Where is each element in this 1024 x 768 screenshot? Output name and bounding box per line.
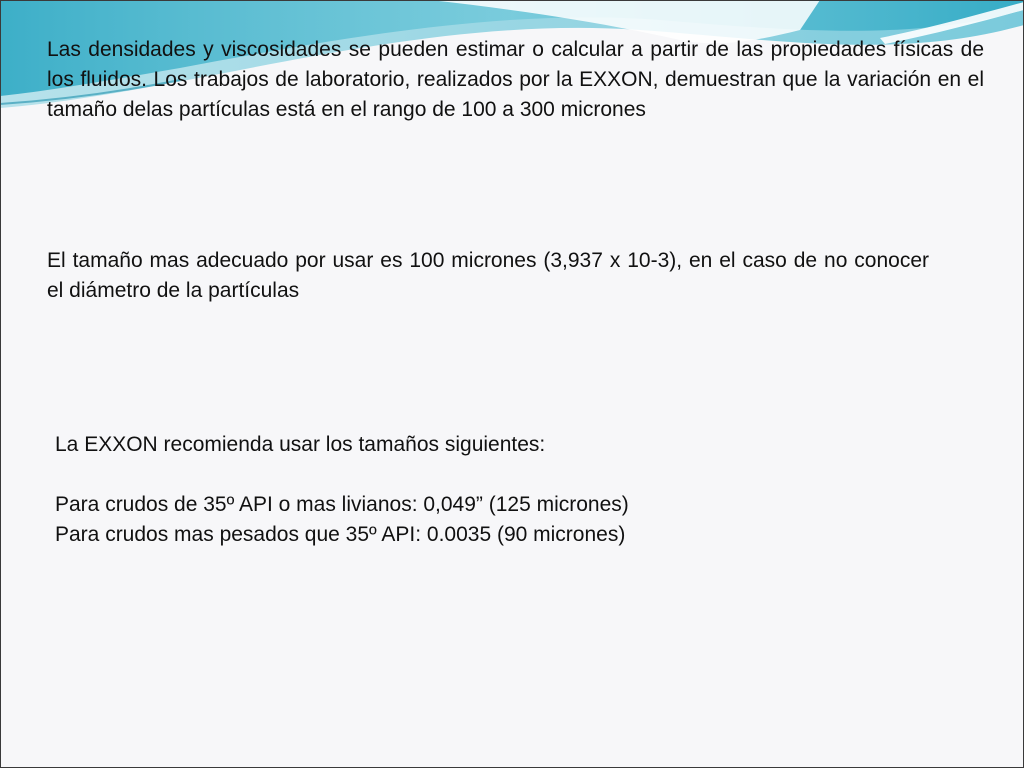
- recommendation-intro: La EXXON recomienda usar los tamaños siguientes:: [55, 433, 546, 456]
- recommendation-item-heavy-crude: Para crudos mas pesados que 35º API: 0.0035 (90 micrones): [55, 523, 626, 546]
- recommendation-block: [55, 430, 855, 550]
- paragraph-particle-size: El tamaño mas adecuado por usar es 100 micrones (3,937 x 10-3), en el caso de no conocer el diámetro de la partículas: [47, 249, 929, 302]
- spacer: [55, 460, 855, 490]
- paragraph-density-viscosity: Las densidades y viscosidades se pueden estimar o calcular a partir de las propiedades físicas de los fluidos. Los trabajos de laboratorio, realizados por la EXXON, demuestran que la variación en el tamaño delas partículas está en el rango de 100 a 300 micrones: [47, 38, 984, 121]
- recommendation-item-light-crude: Para crudos de 35º API o mas livianos: 0,049” (125 micrones): [55, 493, 629, 516]
